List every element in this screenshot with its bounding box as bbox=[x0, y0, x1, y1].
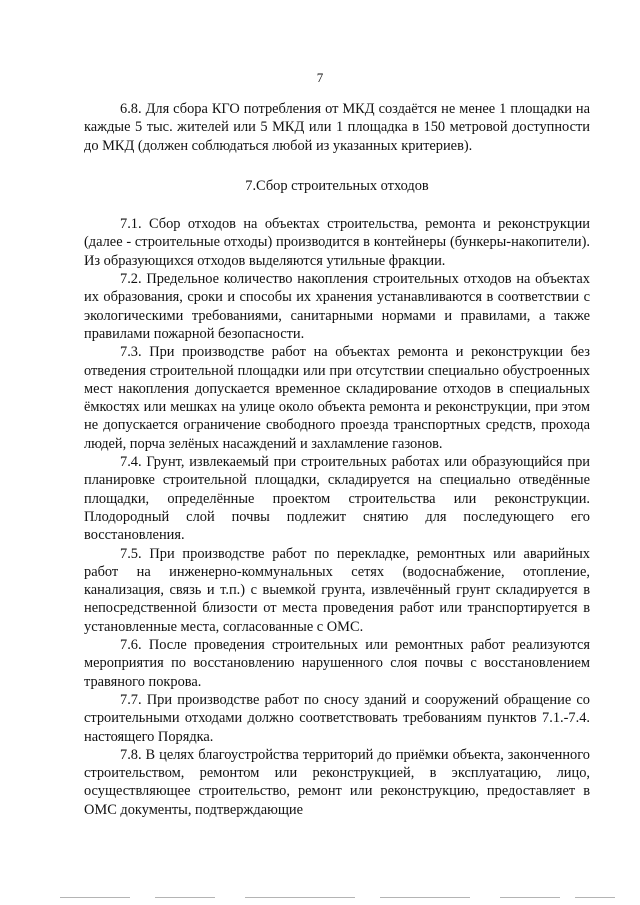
paragraph-6-8: 6.8. Для сбора КГО потребления от МКД создаётся не менее 1 площадки на каждые 5 тыс. жителей или 5 МКД или 1 площадка в 150 метровой доступности до МКД (должен соблюдаться любой из указанных критериев). bbox=[84, 101, 590, 154]
section-heading: 7.Сбор строительных отходов bbox=[245, 177, 429, 194]
paragraph-7-7: 7.7. При производстве работ по сносу зданий и сооружений обращение со строительными отходами должно соответствовать требованиям пунктов 7.1.-7.4. настоящего Порядка. bbox=[84, 691, 590, 745]
paragraph-7-1: 7.1. Сбор отходов на объектах строительства, ремонта и реконструкции (далее - строительные отходы) производится в контейнеры (бункеры-накопители). Из образующихся отходов выделяются утильные фракции. bbox=[84, 216, 590, 269]
paragraph-7-4: 7.4. Грунт, извлекаемый при строительных работах или образующийся при планировке строительной площадки, складируется на специально отведённые площадки, определённые проектом строительства или реконструкции. Плодородный слой почвы подлежит снятию для последующего его восстановления. bbox=[84, 454, 590, 544]
page-number: 7 bbox=[316, 70, 324, 85]
document-body bbox=[84, 100, 590, 819]
scan-edge-lines bbox=[60, 895, 620, 901]
paragraph-7-3: 7.3. При производстве работ на объектах ремонта и реконструкции без отведения строительной площадки или при отсутствии специально обустроенных мест накопления допускается временное складирование отходов в специальных ёмкостях или мешках на улице около объекта ремонта и реконструкции, при этом не допускается ограничение свободного проезда транспортных средств, прохода людей, порча зелёных насаждений и захламление газонов. bbox=[84, 344, 590, 452]
paragraph-7-8: 7.8. В целях благоустройства территорий до приёмки объекта, законченного строительством, ремонтом или реконструкцией, в эксплуатацию, лицо, осуществляющее строительство, ремонт или реконструкцию, предоставляет в ОМС документы, подтверждающие bbox=[84, 746, 590, 818]
paragraph-7-2: 7.2. Предельное количество накопления строительных отходов на объектах их образования, сроки и способы их хранения устанавливаются в соответствии с экологическими требованиями, санитарными нормами и правилами, а также правилами пожарной безопасности. bbox=[84, 271, 590, 342]
paragraph-7-6: 7.6. После проведения строительных или ремонтных работ реализуются мероприятия по восстановлению нарушенного слоя почвы с восстановлением травяного покрова. bbox=[84, 637, 590, 690]
paragraph-7-5: 7.5. При производстве работ по перекладке, ремонтных или аварийных работ на инженерно-коммунальных сетях (водоснабжение, отопление, канализация, связь и т.п.) с выемкой грунта, извлечённый грунт складируется в непосредственной близости от места проведения работ или транспортируется в установленные места, согласованные с ОМС. bbox=[84, 545, 590, 635]
